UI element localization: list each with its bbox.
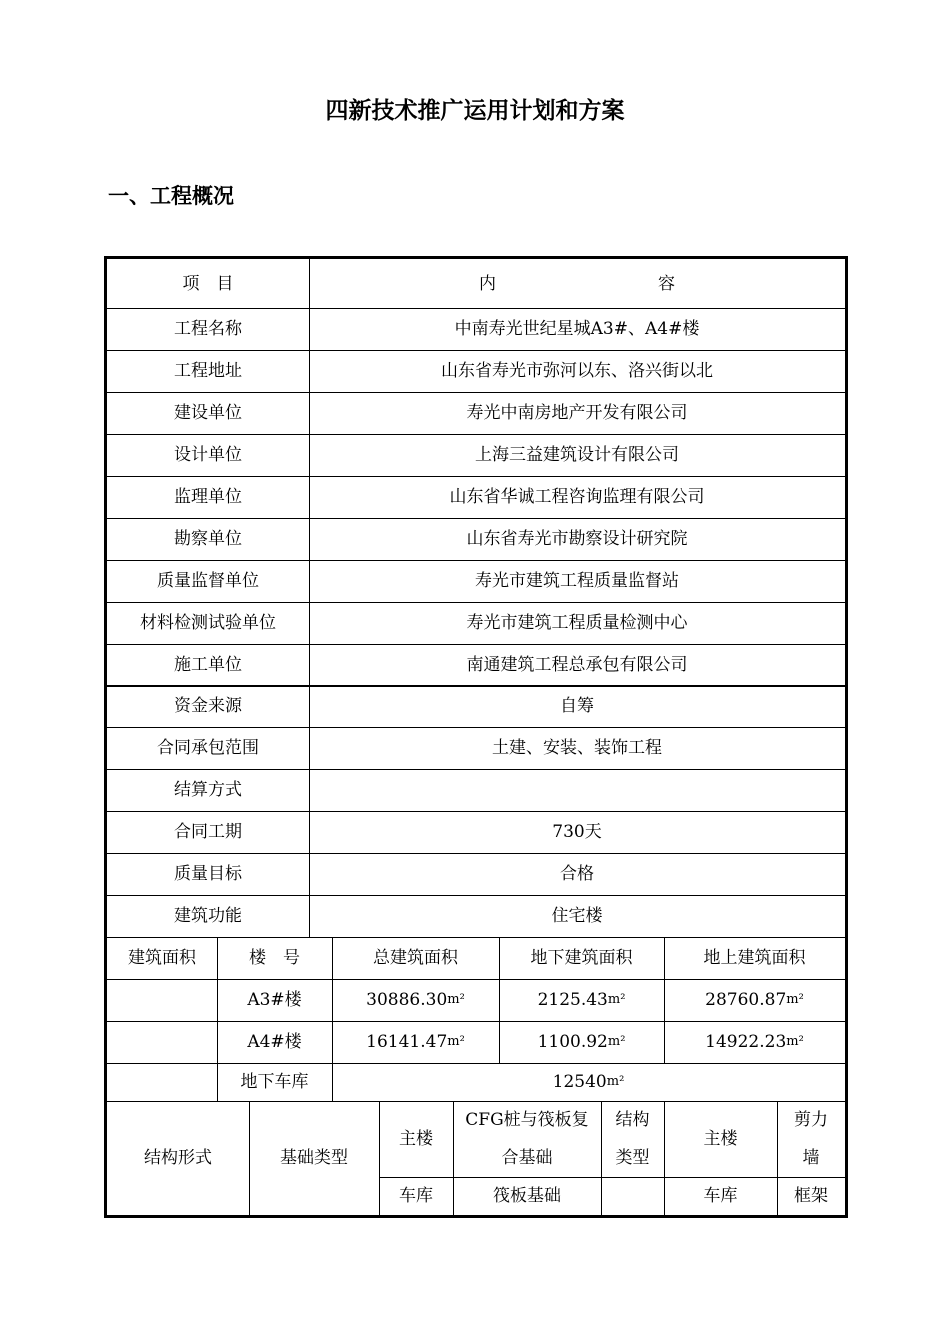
row-label: 合同承包范围 [157, 738, 259, 758]
row-value: 730天 [552, 822, 602, 842]
foundation-main-label: 主楼 [399, 1129, 433, 1149]
type-main-label: 主楼 [703, 1129, 738, 1149]
header-item: 项 目 [182, 273, 234, 294]
section-heading: 一、工程概况 [108, 184, 234, 208]
project-overview-table [104, 256, 848, 1218]
row-value: 寿光市建筑工程质量检测中心 [466, 613, 688, 633]
area-header-above: 地上建筑面积 [703, 948, 806, 968]
row-label: 监理单位 [174, 487, 242, 507]
type-main-value: 剪力墙 [794, 1110, 828, 1168]
row-label: 合同工期 [174, 822, 242, 842]
row-label: 资金来源 [174, 696, 242, 716]
foundation-main-value: CFG桩与筏板复合基础 [465, 1110, 589, 1168]
row-label: 工程名称 [174, 319, 242, 339]
row-value: 合格 [560, 864, 594, 884]
row-label: 建设单位 [174, 403, 242, 423]
row-value: 住宅楼 [551, 906, 603, 926]
garage-label: 地下车库 [240, 1072, 309, 1092]
row-label: 建筑功能 [174, 906, 242, 926]
area-header-building: 楼 号 [249, 948, 300, 968]
row-value: 自筹 [560, 696, 594, 716]
a3-total-area: 30886.30 m² [366, 990, 465, 1010]
a3-under-area: 2125.43 m² [537, 990, 626, 1010]
a4-under-area: 1100.92 m² [537, 1032, 626, 1052]
row-label: 施工单位 [174, 654, 242, 675]
a4-above-area: 14922.23 m² [705, 1032, 804, 1052]
a4-total-area: 16141.47 m² [366, 1032, 465, 1052]
area-header-total: 总建筑面积 [373, 948, 458, 968]
row-value: 南通建筑工程总承包有限公司 [466, 654, 688, 675]
row-value: 寿光中南房地产开发有限公司 [466, 403, 688, 423]
row-value: 寿光市建筑工程质量监督站 [475, 571, 679, 591]
row-value: 中南寿光世纪星城A3#、A4#楼 [454, 319, 700, 339]
foundation-garage-value: 筏板基础 [493, 1186, 561, 1206]
a3-above-area: 28760.87 m² [705, 990, 804, 1010]
row-label: 材料检测试验单位 [140, 613, 276, 633]
header-content-left: 内 [479, 273, 496, 294]
row-value: 土建、安装、装饰工程 [492, 738, 662, 758]
row-value: 上海三益建筑设计有限公司 [475, 445, 679, 465]
row-label: 结算方式 [174, 780, 242, 800]
page-title: 四新技术推广运用计划和方案 [325, 98, 625, 124]
row-value [309, 769, 845, 811]
foundation-garage-label: 车库 [399, 1186, 433, 1206]
row-value: 山东省华诚工程咨询监理有限公司 [449, 487, 705, 507]
structure-type-label: 结构类型 [615, 1110, 650, 1168]
header-content [309, 259, 845, 308]
type-garage-label: 车库 [703, 1186, 738, 1206]
area-header-under: 地下建筑面积 [530, 948, 633, 968]
row-label: 设计单位 [174, 445, 242, 465]
a3-building-name: A3#楼 [247, 990, 302, 1010]
header-content-right: 容 [658, 273, 675, 294]
row-value: 山东省寿光市勘察设计研究院 [466, 529, 688, 549]
a4-building-name: A4#楼 [247, 1032, 302, 1052]
row-label: 工程地址 [174, 361, 242, 381]
row-label: 勘察单位 [174, 529, 242, 549]
type-garage-value: 框架 [794, 1186, 828, 1206]
foundation-label: 基础类型 [280, 1148, 348, 1168]
row-label: 质量监督单位 [157, 571, 259, 591]
garage-area: 12540 m² [552, 1072, 625, 1092]
structure-label: 结构形式 [144, 1148, 212, 1168]
row-label: 质量目标 [174, 864, 242, 884]
row-value: 山东省寿光市弥河以东、洛兴街以北 [441, 361, 713, 381]
area-label: 建筑面积 [128, 948, 196, 968]
